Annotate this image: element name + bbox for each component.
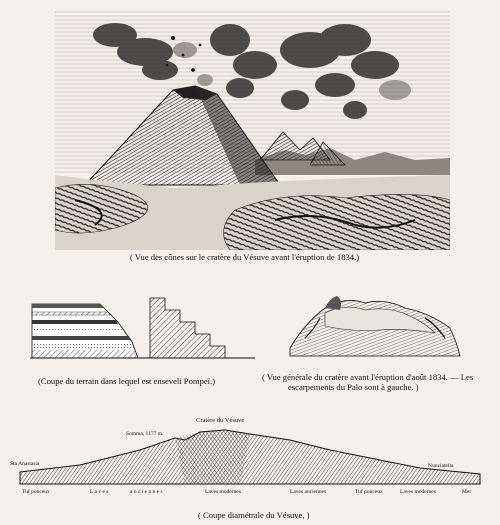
crater-general-view xyxy=(285,288,465,360)
figure3-caption-line1: ( Vue générale du cratère avant l'éruption d'août 1834. — Les xyxy=(262,372,474,382)
label-tuf-right: Tuf ponceux xyxy=(355,489,383,495)
label-laves-modernes-2: Laves modernes xyxy=(400,489,436,495)
label-laves-modernes-1: Laves modernes xyxy=(205,489,241,495)
label-laves-left: L a v e s xyxy=(90,489,109,495)
label-crater: Cratère du Vésuve xyxy=(196,417,245,424)
vesuvius-diametral-section xyxy=(0,410,500,500)
figure1-caption: ( Vue des cônes sur le cratère du Vésuve avant l'éruption de 1834.) xyxy=(130,252,360,262)
figure2-caption: (Coupe du terrain dans lequel est enseveli Pompeï.) xyxy=(38,376,216,386)
label-laves-anciennes: Laves anciennes xyxy=(290,489,327,495)
label-anciennes: a n c i e n n e s xyxy=(130,489,163,495)
label-somma: Somma, 1177 m. xyxy=(126,431,164,437)
label-mer: Mer xyxy=(462,489,472,495)
pompeii-ground-section xyxy=(30,292,255,360)
vesuvius-cones-engraving xyxy=(55,10,450,250)
label-tuf-left: Tuf ponceux xyxy=(22,489,50,495)
label-sta-anastasia: Sta Anastasia xyxy=(10,461,40,467)
label-nunziatella: Nunziatella xyxy=(428,463,454,469)
figure4-caption: ( Coupe diamétrale du Vésuve, ) xyxy=(198,510,310,520)
figure3-caption-line2: escarpements du Palo sont à gauche. ) xyxy=(288,382,419,392)
